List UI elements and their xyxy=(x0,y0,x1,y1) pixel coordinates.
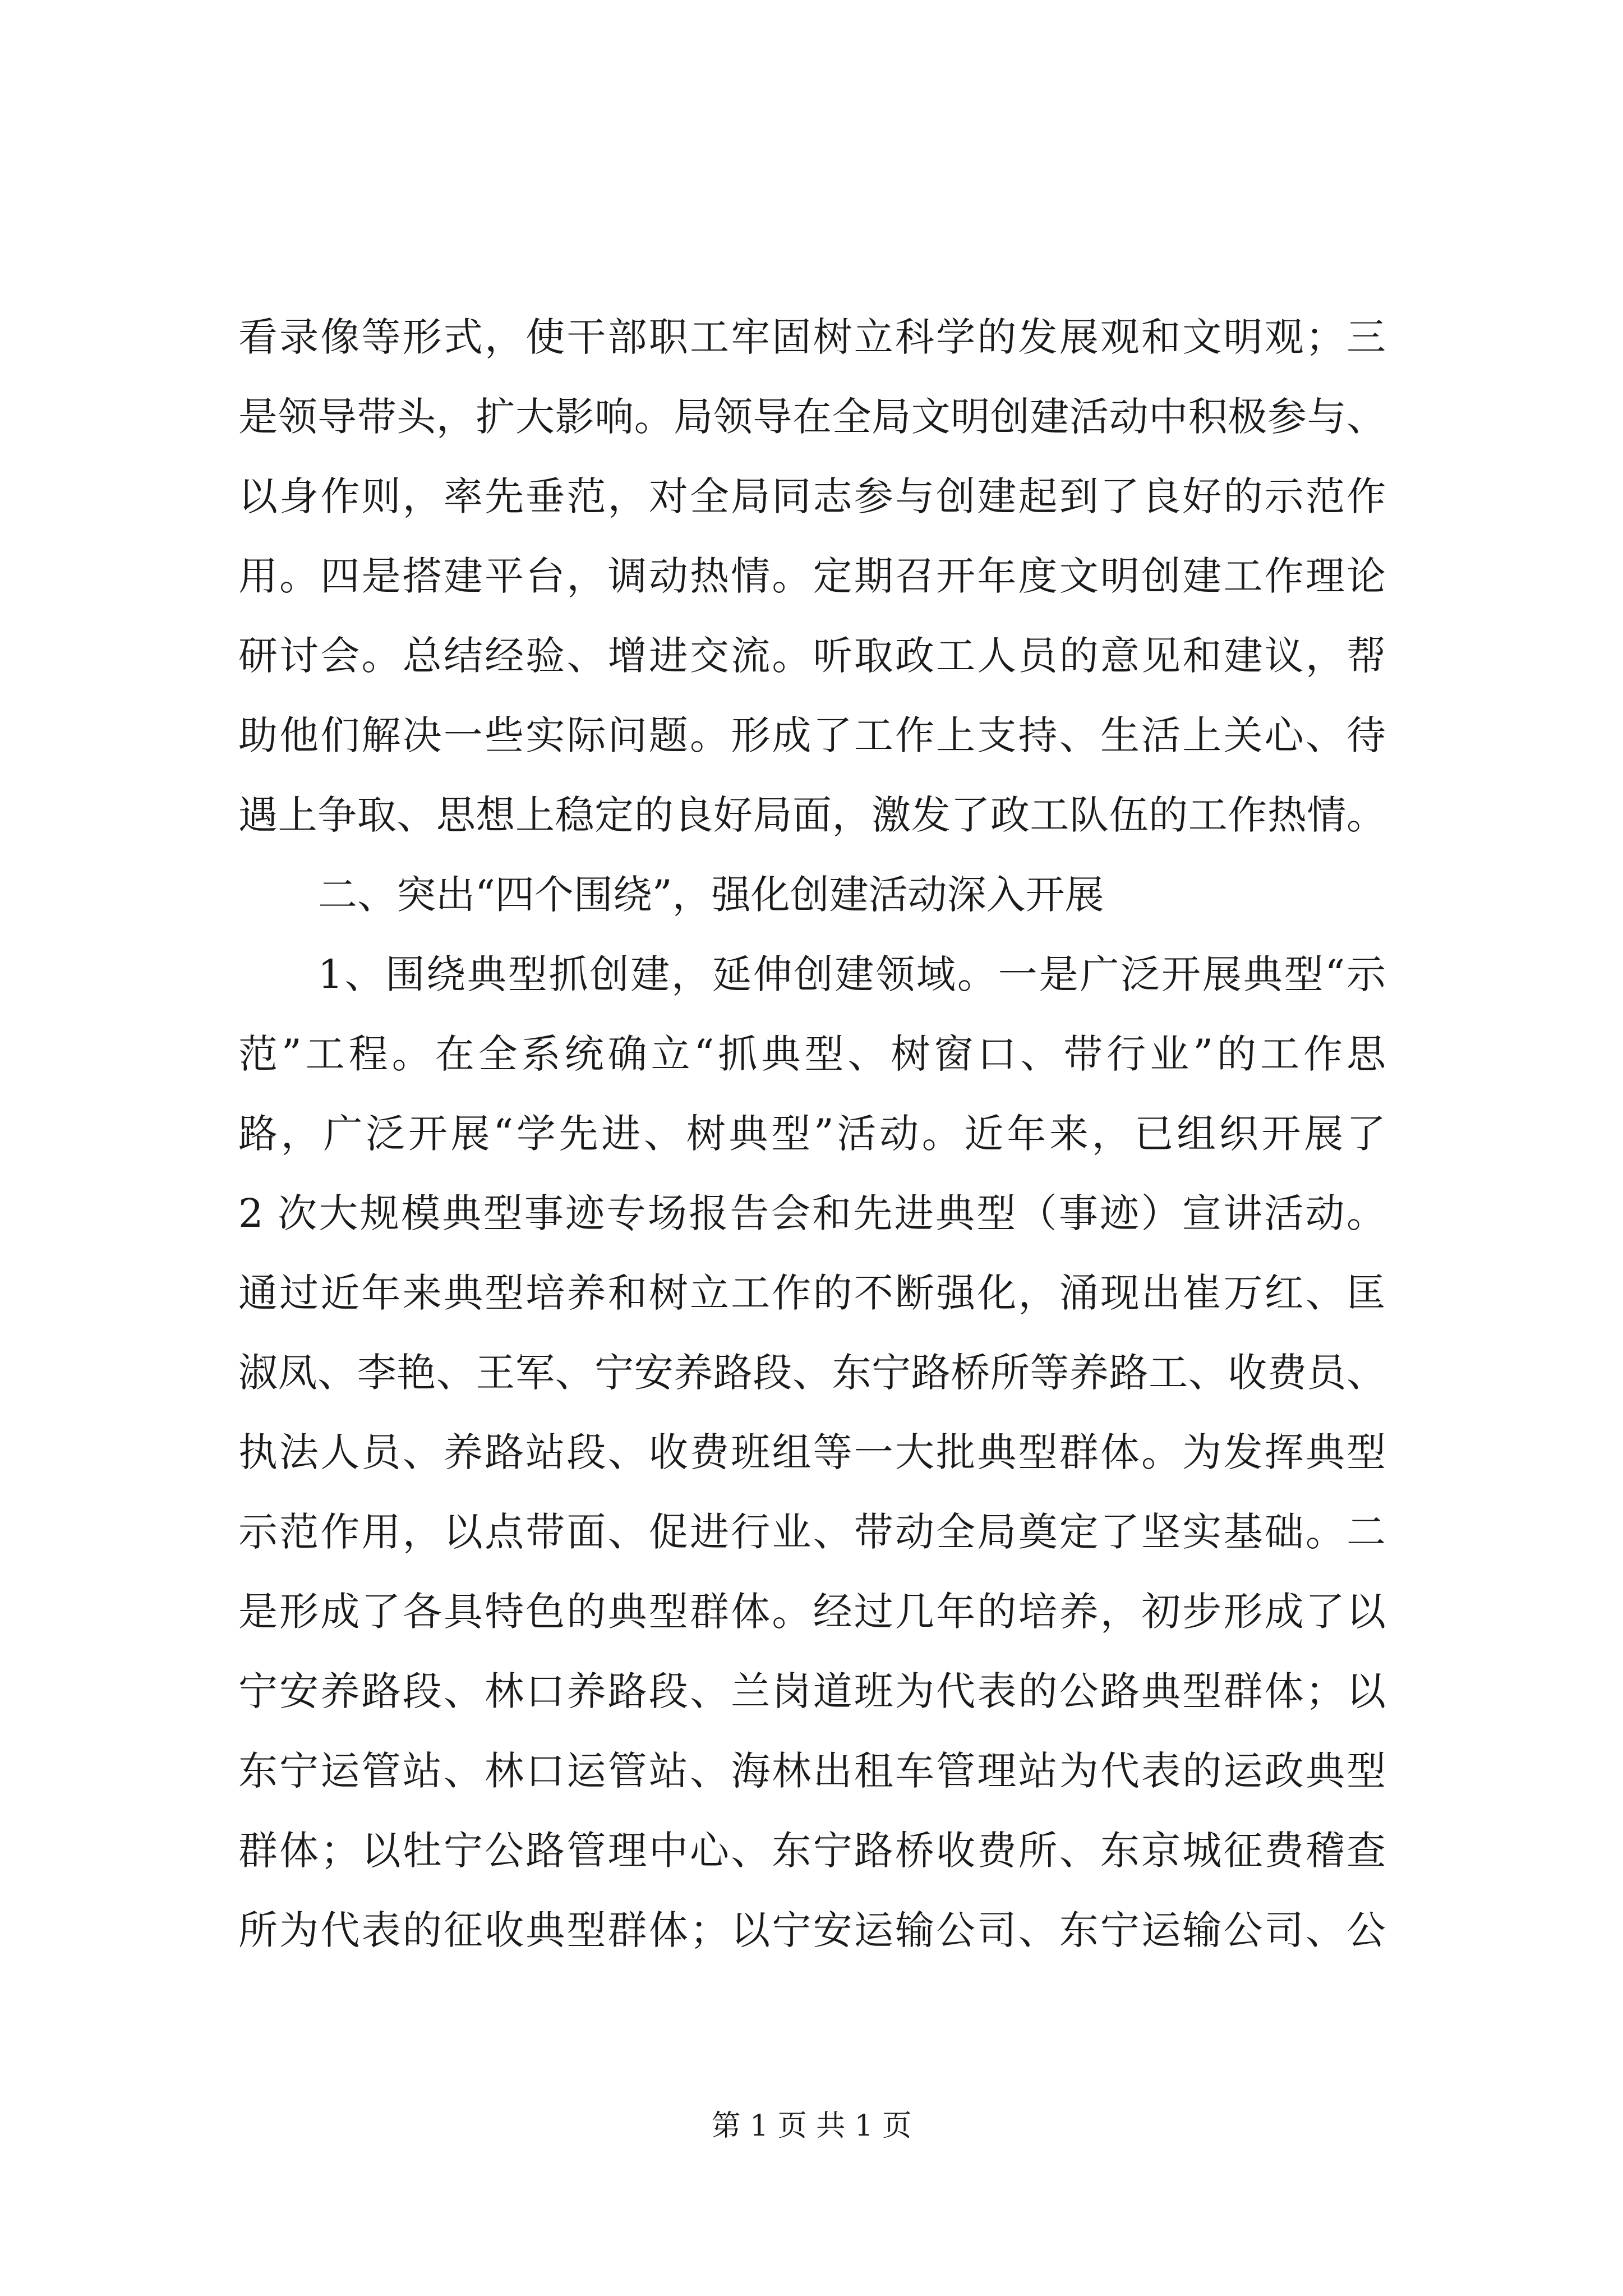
text-line: 遇上争取、思想上稳定的良好局面，激发了政工队伍的工作热情。 xyxy=(238,792,1386,838)
text-line: 用。四是搭建平台，调动热情。定期召开年度文明创建工作理论 xyxy=(238,553,1386,599)
page-footer: 第 1 页 共 1 页 xyxy=(711,2109,912,2143)
body-text xyxy=(238,297,1386,1970)
text-line: 东宁运管站、林口运管站、海林出租车管理站为代表的运政典型 xyxy=(238,1748,1386,1794)
text-line: 是形成了各具特色的典型群体。经过几年的培养，初步形成了以 xyxy=(238,1589,1386,1635)
text-line: 范”工程。在全系统确立“抓典型、树窗口、带行业”的工作思 xyxy=(238,1031,1386,1077)
text-line: 路，广泛开展“学先进、树典型”活动。近年来，已组织开展了 xyxy=(238,1111,1386,1157)
text-line: 所为代表的征收典型群体；以宁安运输公司、东宁运输公司、公 xyxy=(238,1907,1386,1953)
text-line: 看录像等形式，使干部职工牢固树立科学的发展观和文明观；三 xyxy=(238,314,1386,360)
text-line: 2 次大规模典型事迹专场报告会和先进典型（事迹）宣讲活动。 xyxy=(238,1190,1386,1236)
text-line: 通过近年来典型培养和树立工作的不断强化，涌现出崔万红、匡 xyxy=(238,1270,1386,1316)
text-line: 以身作则，率先垂范，对全局同志参与创建起到了良好的示范作 xyxy=(238,473,1386,519)
text-line: 是领导带头，扩大影响。局领导在全局文明创建活动中积极参与、 xyxy=(238,394,1386,440)
text-line: 群体；以牡宁公路管理中心、东宁路桥收费所、东京城征费稽查 xyxy=(238,1828,1386,1874)
section-heading: 二、突出“四个围绕”，强化创建活动深入开展 xyxy=(318,872,1104,918)
text-line: 研讨会。总结经验、增进交流。听取政工人员的意见和建议，帮 xyxy=(238,633,1386,679)
text-line: 示范作用，以点带面、促进行业、带动全局奠定了坚实基础。二 xyxy=(238,1509,1386,1555)
text-line: 执法人员、养路站段、收费班组等一大批典型群体。为发挥典型 xyxy=(238,1429,1386,1475)
text-line: 宁安养路段、林口养路段、兰岗道班为代表的公路典型群体；以 xyxy=(238,1668,1386,1714)
text-line: 助他们解决一些实际问题。形成了工作上支持、生活上关心、待 xyxy=(238,712,1386,758)
text-line: 淑凤、李艳、王军、宁安养路段、东宁路桥所等养路工、收费员、 xyxy=(238,1350,1386,1396)
text-line: 1、围绕典型抓创建，延伸创建领域。一是广泛开展典型“示 xyxy=(318,951,1386,997)
